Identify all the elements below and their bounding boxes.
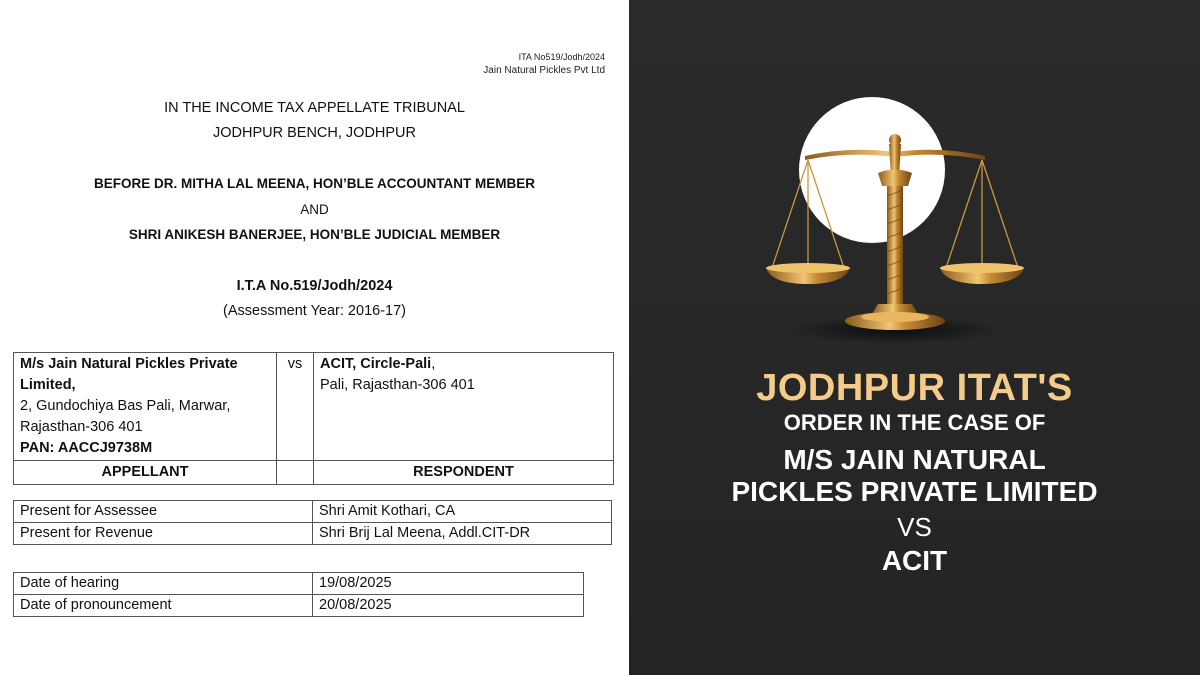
table-row <box>14 501 612 523</box>
appellant-address: 2, Gundochiya Bas Pali, Marwar, Rajasthan-306 401 <box>20 398 231 435</box>
header-case-number: ITA No519/Jodh/2024 <box>518 52 605 62</box>
appellant-name: M/s Jain Natural Pickles Private Limited, <box>20 356 238 393</box>
panel-vs: VS <box>897 512 932 542</box>
table-row <box>14 523 612 545</box>
respondent-name-suffix: , <box>431 356 436 372</box>
assessment-year: (Assessment Year: 2016-17) <box>223 303 406 319</box>
bench-title: JODHPUR BENCH, JODHPUR <box>212 125 416 141</box>
date-label: Date of hearing <box>14 573 313 595</box>
respondent-label: RESPONDENT <box>314 461 614 485</box>
date-value: 20/08/2025 <box>313 595 584 617</box>
panel-respondent: ACIT <box>881 545 948 576</box>
present-label: Present for Assessee <box>14 501 313 523</box>
label-spacer-cell <box>277 461 314 485</box>
present-value: Shri Brij Lal Meena, Addl.CIT-DR <box>313 523 612 545</box>
panel-subtitle: ORDER IN THE CASE OF <box>783 410 1046 435</box>
before-member-2: SHRI ANIKESH BANERJEE, HON’BLE JUDICIAL MEMBER <box>128 227 501 242</box>
and-text: AND <box>300 202 329 217</box>
appellant-cell <box>14 353 277 461</box>
parties-table <box>13 352 614 485</box>
table-row <box>14 573 584 595</box>
panel-party-line-1: M/S JAIN NATURAL <box>783 444 1046 475</box>
date-label: Date of pronouncement <box>14 595 313 617</box>
header-party-name: Jain Natural Pickles Pvt Ltd <box>483 65 605 76</box>
panel-title: JODHPUR ITAT'S <box>756 367 1073 409</box>
present-value: Shri Amit Kothari, CA <box>313 501 612 523</box>
scales-of-justice-icon <box>750 118 1040 348</box>
panel-party-line-2: PICKLES PRIVATE LIMITED <box>731 476 1098 507</box>
tribunal-title: IN THE INCOME TAX APPELLATE TRIBUNAL <box>164 100 465 116</box>
ita-number: I.T.A No.519/Jodh/2024 <box>236 278 393 294</box>
respondent-cell <box>314 353 614 461</box>
appellant-pan: PAN: AACCJ9738M <box>20 440 153 456</box>
present-table <box>13 500 612 545</box>
respondent-name: ACIT, Circle-Pali <box>320 356 432 372</box>
dates-table <box>13 572 584 617</box>
table-row <box>14 595 584 617</box>
present-label: Present for Revenue <box>14 523 313 545</box>
date-value: 19/08/2025 <box>313 573 584 595</box>
respondent-address: Pali, Rajasthan-306 401 <box>320 377 475 393</box>
appellant-label: APPELLANT <box>14 461 277 485</box>
vs-cell: vs <box>277 353 314 461</box>
before-member-1: BEFORE DR. MITHA LAL MEENA, HON’BLE ACCOUNTANT MEMBER <box>94 176 535 191</box>
